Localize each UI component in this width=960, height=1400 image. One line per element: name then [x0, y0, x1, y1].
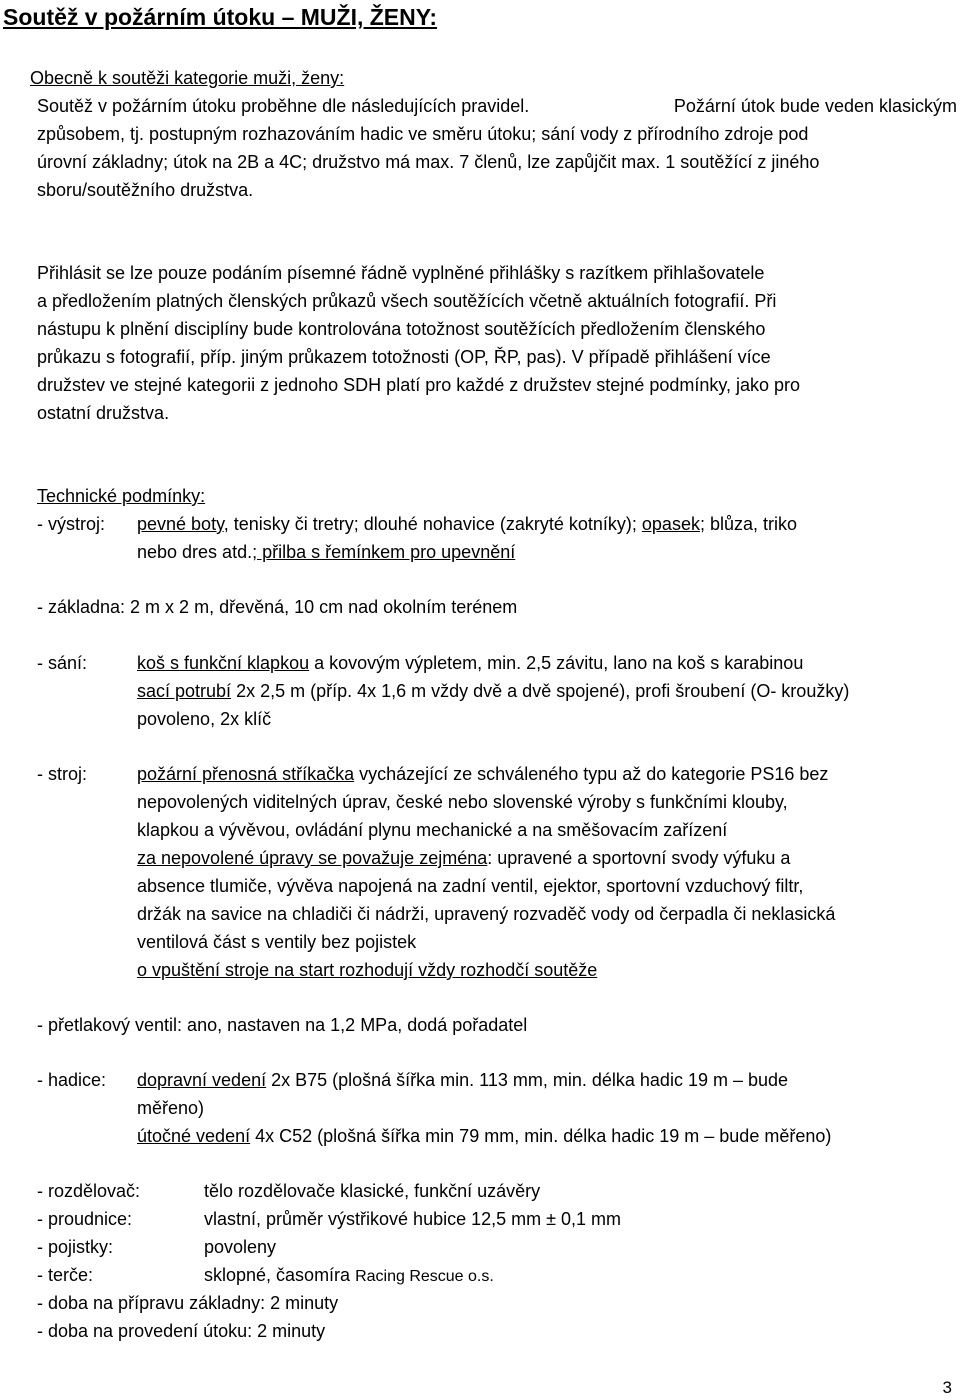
general-line-3: úrovní základny; útok na 2B a 4C; družstvo má max. 7 členů, lze zapůjčit max. 1 soutěžící z jiného	[37, 152, 820, 172]
registration-line-1: Přihlásit se lze pouze podáním písemné řádně vyplněné přihlášky s razítkem přihlašovatele	[37, 263, 765, 283]
doba-utoku: - doba na provedení útoku: 2 minuty	[37, 1321, 326, 1341]
item-label-rozdelovac: - rozdělovač:	[37, 1181, 141, 1201]
sani-line-3: povoleno, 2x klíč	[137, 709, 272, 729]
item-value-pojistky: povoleny	[204, 1237, 277, 1257]
stroj-label: - stroj:	[37, 764, 88, 784]
stroj-line-7: ventilová část s ventily bez pojistek	[137, 932, 417, 952]
registration-line-6: ostatní družstva.	[37, 403, 170, 423]
page-title: Soutěž v požárním útoku – MUŽI, ŽENY:	[3, 4, 438, 30]
item-label-terce: - terče:	[37, 1265, 94, 1285]
vystroj-belt: opasek	[641, 514, 700, 534]
general-line-1-tail: Požární útok bude veden klasickým	[673, 96, 957, 116]
hadice-transport: dopravní vedení	[137, 1070, 267, 1090]
hadice-line-2: měřeno)	[137, 1098, 205, 1118]
vystroj-helmet: ; přilba s řemínkem pro upevnění	[252, 542, 516, 562]
page-number: 3	[942, 1378, 952, 1397]
hadice-text-1: 2x B75 (plošná šířka min. 113 mm, min. délka hadic 19 m – bude	[266, 1070, 789, 1090]
hadice-text-2: 4x C52 (plošná šířka min 79 mm, min. délka hadic 19 m – bude měřeno)	[250, 1126, 832, 1146]
registration-line-2: a předložením platných členských průkazů všech soutěžících včetně aktuálních fotografií. Při	[37, 291, 777, 311]
stroj-pump: požární přenosná stříkačka	[137, 764, 355, 784]
item-value-proudnice: vlastní, průměr výstřikové hubice 12,5 mm ± 0,1 mm	[204, 1209, 622, 1229]
sani-line-2	[137, 677, 849, 705]
sani-basket: koš s funkční klapkou	[137, 653, 310, 673]
hadice-line-1	[137, 1066, 788, 1094]
general-line-1-text: Soutěž v požárním útoku proběhne dle následujících pravidel.	[37, 96, 530, 116]
stroj-line-3: klapkou a vývěvou, ovládání plynu mechanické a na směšovacím zařízení	[137, 820, 728, 840]
technical-heading: Technické podmínky:	[37, 486, 206, 506]
registration-line-3: nástupu k plnění disciplíny bude kontrolována totožnost soutěžících předložením členského	[37, 319, 766, 339]
hadice-line-3	[137, 1122, 831, 1150]
general-line-4: sboru/soutěžního družstva.	[37, 180, 254, 200]
vystroj-label: - výstroj:	[37, 514, 106, 534]
item-value-terce	[204, 1261, 494, 1291]
stroj-text-1: vycházející ze schváleného typu až do kategorie PS16 bez	[354, 764, 829, 784]
vystroj-line-1	[137, 510, 797, 538]
stroj-line-1	[137, 760, 828, 788]
doba-pripravy: - doba na přípravu základny: 2 minuty	[37, 1293, 339, 1313]
general-heading: Obecně k soutěži kategorie muži, ženy:	[30, 68, 345, 88]
stroj-line-8: o vpuštění stroje na start rozhodují vždy rozhodčí soutěže	[137, 960, 598, 980]
vystroj-boots: pevné boty	[137, 514, 224, 534]
vystroj-text-2: ; blůza, triko	[699, 514, 797, 534]
registration-line-5: družstev ve stejné kategorii z jednoho SDH platí pro každé z družstev stejné podmínky, jako pro	[37, 375, 801, 395]
zakladna-line: - základna: 2 m x 2 m, dřevěná, 10 cm nad okolním terénem	[37, 597, 518, 617]
stroj-line-4	[137, 844, 790, 872]
pretlak-line: - přetlakový ventil: ano, nastaven na 1,2 MPa, dodá pořadatel	[37, 1015, 528, 1035]
terce-brand: Racing Rescue o.s.	[355, 1268, 494, 1285]
vystroj-line-2	[137, 538, 515, 566]
sani-label: - sání:	[37, 653, 88, 673]
vystroj-text-3: nebo dres atd.	[137, 542, 253, 562]
stroj-line-5: absence tlumiče, vývěva napojená na zadní ventil, ejektor, sportovní vzduchový filtr,	[137, 876, 804, 896]
terce-text: sklopné, časomíra	[204, 1265, 356, 1285]
registration-line-4: průkazu s fotografií, příp. jiným průkazem totožnosti (OP, ŘP, pas). V případě přihlášení více	[37, 347, 771, 367]
sani-text-1: a kovovým výpletem, min. 2,5 závitu, lano na koš s karabinou	[309, 653, 804, 673]
hadice-attack: útočné vedení	[137, 1126, 251, 1146]
item-value-rozdelovac: tělo rozdělovače klasické, funkční uzávěry	[204, 1181, 541, 1201]
vystroj-text-1: , tenisky či tretry; dlouhé nohavice (zakryté kotníky);	[223, 514, 642, 534]
sani-line-1	[137, 649, 803, 677]
general-line-1	[37, 92, 957, 120]
general-line-2: způsobem, tj. postupným rozhazováním hadic ve směru útoku; sání vody z přírodního zdroje pod	[37, 124, 809, 144]
stroj-line-2: nepovolených viditelných úprav, české nebo slovenské výroby s funkčními klouby,	[137, 792, 788, 812]
sani-pipe: sací potrubí	[137, 681, 232, 701]
item-label-proudnice: - proudnice:	[37, 1209, 133, 1229]
stroj-forbidden: za nepovolené úpravy se považuje zejména	[137, 848, 488, 868]
stroj-line-6: držák na savice na chladiči či nádrži, upravený rozvaděč vody od čerpadla či neklasická	[137, 904, 836, 924]
sani-text-2: 2x 2,5 m (příp. 4x 1,6 m vždy dvě a dvě spojené), profi šroubení (O- kroužky)	[231, 681, 850, 701]
hadice-label: - hadice:	[37, 1070, 107, 1090]
stroj-text-2: : upravené a sportovní svody výfuku a	[487, 848, 791, 868]
item-label-pojistky: - pojistky:	[37, 1237, 114, 1257]
